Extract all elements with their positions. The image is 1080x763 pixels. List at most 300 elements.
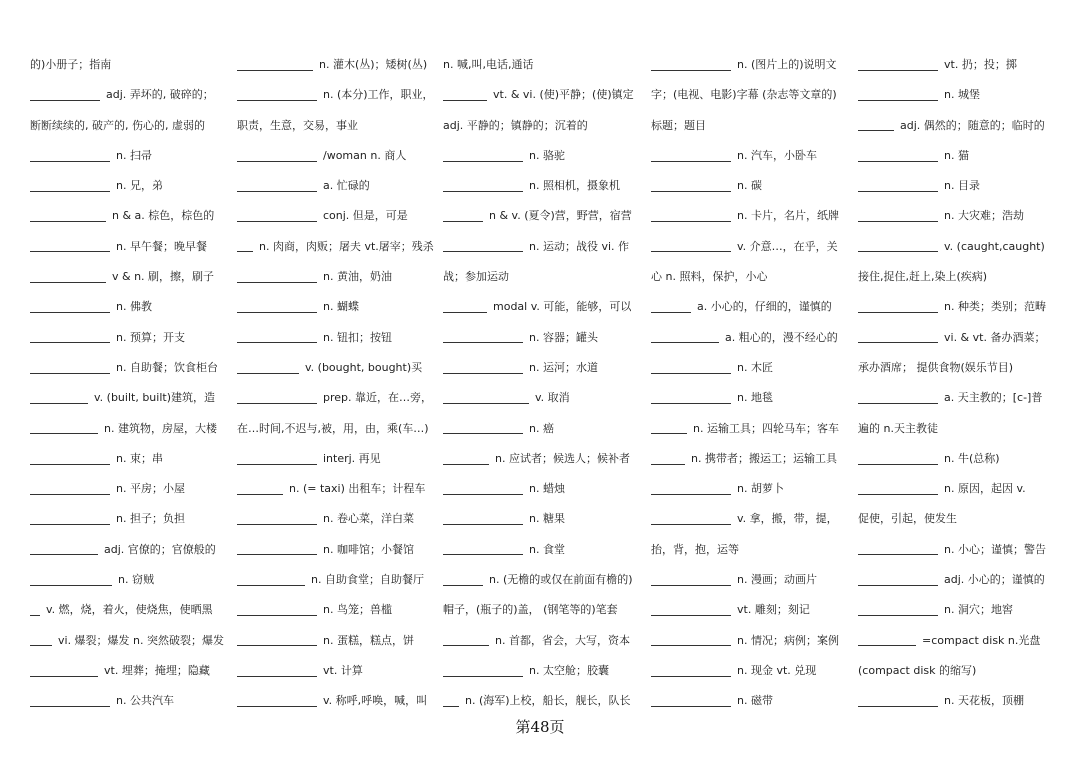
vocab-line	[651, 80, 851, 110]
answer-blank[interactable]	[237, 90, 317, 101]
vocab-line	[30, 444, 230, 474]
answer-blank[interactable]	[237, 211, 317, 222]
answer-blank[interactable]	[30, 635, 52, 646]
answer-blank[interactable]	[651, 393, 731, 404]
answer-blank[interactable]	[237, 363, 299, 374]
answer-blank[interactable]	[237, 605, 317, 616]
vocab-line	[651, 686, 851, 716]
vocab-definition: n. 喊,叫,电话,通话	[443, 58, 534, 71]
answer-blank[interactable]	[443, 666, 523, 677]
answer-blank[interactable]	[651, 605, 731, 616]
vocab-line	[237, 565, 437, 595]
vocab-definition: conj. 但是，可是	[323, 209, 408, 223]
vocab-definition: n & v. (夏令)营，野营，宿营	[489, 209, 632, 223]
vocab-definition: v. (caught,caught)	[944, 239, 1045, 253]
vocab-definition: n. 卡片，名片，纸牌	[737, 209, 839, 223]
vocab-definition: interj. 再见	[323, 451, 381, 465]
answer-blank[interactable]	[237, 544, 317, 555]
vocab-line	[237, 595, 437, 625]
vocab-definition: 字；(电视、电影)字幕 (杂志等文章的)	[651, 88, 837, 102]
answer-blank[interactable]	[30, 514, 110, 525]
vocab-definition: n. 牛(总称)	[944, 451, 1000, 465]
answer-blank[interactable]	[237, 635, 317, 646]
vocab-definition: n. 公共汽车	[116, 694, 174, 708]
answer-blank[interactable]	[858, 454, 938, 465]
answer-blank[interactable]	[651, 696, 731, 707]
answer-blank[interactable]	[651, 151, 731, 162]
vocab-line	[443, 80, 643, 110]
answer-blank[interactable]	[443, 544, 523, 555]
vocab-definition: n. 肉商，肉贩；屠夫 vt.屠宰；残杀	[259, 239, 434, 253]
answer-blank[interactable]	[237, 302, 317, 313]
answer-blank[interactable]	[651, 514, 731, 525]
vocab-definition: n. 种类；类别；范畴	[944, 300, 1046, 314]
answer-blank[interactable]	[30, 454, 110, 465]
vocab-column-2	[237, 50, 437, 717]
vocab-line	[30, 232, 230, 262]
vocab-definition: n. 黄油，奶油	[323, 270, 392, 284]
answer-blank[interactable]	[443, 90, 487, 101]
vocab-definition: 促使，引起，使发生	[858, 512, 957, 526]
vocab-definition: n. 小心；谨慎；警告	[944, 542, 1046, 556]
vocab-line	[443, 111, 643, 141]
answer-blank[interactable]	[443, 332, 523, 343]
vocab-definition: n. 磁带	[737, 694, 773, 708]
vocab-line	[651, 535, 851, 565]
vocab-definition: 接住,捉住,赶上,染上(疾病)	[858, 270, 988, 284]
answer-blank[interactable]	[237, 241, 253, 252]
vocab-line	[30, 80, 230, 110]
vocab-definition: a. 忙碌的	[323, 179, 370, 193]
answer-blank[interactable]	[443, 423, 523, 434]
vocab-definition: n. 携带者；搬运工；运输工具	[691, 451, 837, 465]
vocab-line	[237, 50, 437, 80]
vocab-line	[237, 292, 437, 322]
vocab-line	[237, 141, 437, 171]
vocab-column-4	[651, 50, 851, 717]
vocab-line	[30, 504, 230, 534]
answer-blank[interactable]	[858, 696, 938, 707]
answer-blank[interactable]	[858, 575, 938, 586]
vocab-line	[858, 383, 1058, 413]
answer-blank[interactable]	[30, 544, 98, 555]
vocab-definition: (compact disk 的缩写)	[858, 663, 977, 677]
vocab-line	[30, 262, 230, 292]
vocab-line	[443, 444, 643, 474]
vocab-definition: v. 取消	[535, 391, 570, 405]
vocab-definition: n. 地毯	[737, 391, 773, 405]
vocab-line	[858, 50, 1058, 80]
answer-blank[interactable]	[858, 393, 938, 404]
answer-blank[interactable]	[30, 302, 110, 313]
answer-blank[interactable]	[858, 635, 916, 646]
vocab-definition: a. 小心的，仔细的，谨慎的	[697, 300, 832, 314]
vocab-line	[443, 504, 643, 534]
vocab-line	[237, 201, 437, 231]
vocab-line	[858, 171, 1058, 201]
vocab-line	[858, 474, 1058, 504]
vocab-line	[651, 474, 851, 504]
vocab-line	[30, 595, 230, 625]
vocab-definition: v. (bought, bought)买	[305, 360, 423, 374]
vocab-definition: n. 预算；开支	[116, 330, 185, 344]
answer-blank[interactable]	[443, 575, 483, 586]
vocab-definition: n. 灌木(丛)；矮树(丛)	[319, 58, 428, 71]
vocab-definition: v. 燃，烧，着火，使烧焦，使晒黑	[46, 603, 213, 617]
answer-blank[interactable]	[443, 635, 489, 646]
answer-blank[interactable]	[237, 393, 317, 404]
vocab-line	[858, 504, 1058, 534]
vocab-definition: vt. 计算	[323, 663, 363, 677]
vocab-line	[237, 353, 437, 383]
vocab-line	[443, 50, 643, 80]
vocab-definition: 断断续续的, 破产的, 伤心的, 虚弱的	[30, 118, 205, 132]
vocab-definition: n. 照相机，摄象机	[529, 179, 620, 193]
vocab-line	[858, 626, 1058, 656]
answer-blank[interactable]	[237, 484, 283, 495]
answer-blank[interactable]	[443, 393, 529, 404]
vocab-line	[237, 656, 437, 686]
vocab-definition: n. 运动；战役 vi. 作	[529, 239, 630, 253]
answer-blank[interactable]	[30, 393, 88, 404]
vocab-definition: n. 城堡	[944, 88, 980, 102]
vocab-definition: n. 洞穴；地窖	[944, 603, 1013, 617]
answer-blank[interactable]	[237, 60, 313, 71]
vocab-definition: v. 拿，搬，带，提，	[737, 512, 838, 526]
vocab-definition: n. (图片上的)说明文	[737, 58, 837, 71]
vocab-definition: /woman n. 商人	[323, 148, 407, 162]
vocab-line	[237, 444, 437, 474]
answer-blank[interactable]	[30, 272, 106, 283]
vocab-line	[30, 414, 230, 444]
vocab-definition: n. 佛教	[116, 300, 152, 314]
answer-blank[interactable]	[858, 544, 938, 555]
vocab-definition: adj. 偶然的；随意的；临时的	[900, 118, 1045, 132]
answer-blank[interactable]	[651, 423, 687, 434]
vocab-definition: n. 汽车，小卧车	[737, 148, 817, 162]
answer-blank[interactable]	[443, 181, 523, 192]
answer-blank[interactable]	[651, 635, 731, 646]
answer-blank[interactable]	[651, 575, 731, 586]
vocab-line	[443, 535, 643, 565]
vocab-line	[237, 80, 437, 110]
answer-blank[interactable]	[30, 241, 110, 252]
answer-blank[interactable]	[651, 363, 731, 374]
answer-blank[interactable]	[443, 302, 487, 313]
vocab-line	[651, 656, 851, 686]
vocab-line	[858, 535, 1058, 565]
vocab-line	[858, 111, 1058, 141]
vocab-definition: 战；参加运动	[443, 270, 509, 284]
vocab-definition: adj. 平静的；镇静的；沉着的	[443, 118, 588, 132]
vocab-line	[443, 323, 643, 353]
vocab-definition: 心 n. 照料，保护，小心	[651, 270, 768, 284]
answer-blank[interactable]	[237, 151, 317, 162]
vocab-line	[858, 444, 1058, 474]
vocab-line	[443, 201, 643, 231]
answer-blank[interactable]	[858, 90, 938, 101]
answer-blank[interactable]	[858, 302, 938, 313]
page-number: 第48页	[515, 718, 565, 736]
vocab-line	[443, 292, 643, 322]
vocab-line	[30, 141, 230, 171]
vocab-definition: n. 束；串	[116, 451, 163, 465]
vocab-definition: 职责，生意，交易，事业	[237, 118, 358, 132]
vocab-line	[30, 656, 230, 686]
answer-blank[interactable]	[30, 666, 98, 677]
answer-blank[interactable]	[858, 181, 938, 192]
vocab-line	[651, 626, 851, 656]
vocab-line	[858, 656, 1058, 686]
vocab-line	[30, 535, 230, 565]
vocab-line	[651, 504, 851, 534]
answer-blank[interactable]	[30, 363, 110, 374]
vocab-definition: n. 大灾难；浩劫	[944, 209, 1024, 223]
answer-blank[interactable]	[30, 181, 110, 192]
vocab-line	[237, 535, 437, 565]
vocab-line	[651, 565, 851, 595]
answer-blank[interactable]	[237, 575, 305, 586]
vocab-line	[237, 626, 437, 656]
vocab-line	[651, 292, 851, 322]
vocab-line	[30, 201, 230, 231]
answer-blank[interactable]	[651, 241, 731, 252]
vocab-definition: n. 骆驼	[529, 148, 565, 162]
vocab-column-1	[30, 50, 230, 717]
vocab-definition: n. 运河；水道	[529, 360, 598, 374]
answer-blank[interactable]	[651, 454, 685, 465]
vocab-definition: 抬，背，抱，运等	[651, 542, 739, 556]
answer-blank[interactable]	[237, 666, 317, 677]
answer-blank[interactable]	[443, 514, 523, 525]
vocab-definition: n. 卷心菜，洋白菜	[323, 512, 414, 526]
vocab-line	[858, 141, 1058, 171]
vocab-line	[651, 323, 851, 353]
vocab-definition: 在…时间,不迟与,被，用，由，乘(车…)	[237, 421, 429, 435]
vocab-line	[858, 414, 1058, 444]
vocab-line	[30, 686, 230, 716]
vocab-definition: 的)小册子；指南	[30, 58, 112, 71]
answer-blank[interactable]	[30, 575, 112, 586]
vocab-definition: v. (built, built)建筑，造	[94, 391, 215, 405]
vocab-line	[443, 141, 643, 171]
vocab-line	[30, 565, 230, 595]
answer-blank[interactable]	[443, 696, 459, 707]
vocab-definition: n. 漫画；动画片	[737, 573, 817, 587]
vocab-definition: n. 蝴蝶	[323, 300, 359, 314]
answer-blank[interactable]	[443, 363, 523, 374]
vocab-line	[651, 353, 851, 383]
vocab-line	[443, 686, 643, 716]
vocab-definition: n. 建筑物，房屋，大楼	[104, 421, 217, 435]
vocab-line	[30, 171, 230, 201]
vocab-definition: 遍的 n.天主教徒	[858, 421, 938, 435]
vocab-line	[443, 262, 643, 292]
answer-blank[interactable]	[237, 454, 317, 465]
answer-blank[interactable]	[651, 302, 691, 313]
vocab-definition: n. 太空舱；胶囊	[529, 663, 609, 677]
answer-blank[interactable]	[30, 151, 110, 162]
vocab-definition: n. 情况；病例；案例	[737, 633, 839, 647]
answer-blank[interactable]	[237, 181, 317, 192]
answer-blank[interactable]	[30, 211, 106, 222]
vocab-line	[443, 414, 643, 444]
vocab-definition: n. 自助餐；饮食柜台	[116, 360, 218, 374]
vocab-line	[651, 111, 851, 141]
answer-blank[interactable]	[443, 211, 483, 222]
vocab-definition: n. (= taxi) 出租车；计程车	[289, 482, 426, 496]
answer-blank[interactable]	[858, 211, 938, 222]
vocab-definition: n. 胡萝卜	[737, 482, 784, 496]
vocab-definition: n. 运输工具；四轮马车；客车	[693, 421, 839, 435]
vocab-definition: n. 鸟笼；兽槛	[323, 603, 392, 617]
answer-blank[interactable]	[651, 211, 731, 222]
vocab-line	[651, 595, 851, 625]
vocab-definition: vt. & vi. (使)平静；(使)镇定	[493, 88, 634, 102]
answer-blank[interactable]	[237, 272, 317, 283]
vocab-line	[651, 141, 851, 171]
answer-blank[interactable]	[443, 484, 523, 495]
vocab-definition: n. 食堂	[529, 542, 565, 556]
answer-blank[interactable]	[858, 332, 938, 343]
answer-blank[interactable]	[443, 454, 489, 465]
vocab-line	[30, 292, 230, 322]
vocab-line	[30, 626, 230, 656]
vocab-line	[651, 50, 851, 80]
answer-blank[interactable]	[30, 90, 100, 101]
answer-blank[interactable]	[651, 484, 731, 495]
vocab-line	[443, 383, 643, 413]
vocab-line	[237, 686, 437, 716]
answer-blank[interactable]	[651, 181, 731, 192]
answer-blank[interactable]	[443, 151, 523, 162]
vocab-line	[30, 474, 230, 504]
vocab-line	[237, 323, 437, 353]
answer-blank[interactable]	[30, 605, 40, 616]
vocab-line	[237, 171, 437, 201]
answer-blank[interactable]	[237, 332, 317, 343]
vocab-definition: n. 木匠	[737, 360, 773, 374]
vocab-column-3	[443, 50, 643, 717]
vocab-line	[651, 232, 851, 262]
vocab-line	[858, 686, 1058, 716]
answer-blank[interactable]	[858, 120, 894, 131]
vocab-definition: v & n. 刷，擦，刷子	[112, 270, 215, 284]
vocab-line	[30, 383, 230, 413]
vocab-definition: n. 目录	[944, 179, 980, 193]
vocab-definition: n & a. 棕色，棕色的	[112, 209, 215, 223]
vocab-line	[30, 323, 230, 353]
vocab-line	[30, 353, 230, 383]
vocab-line	[858, 232, 1058, 262]
vocab-definition: n. 碳	[737, 179, 762, 193]
vocab-line	[651, 444, 851, 474]
answer-blank[interactable]	[30, 423, 98, 434]
vocab-line	[443, 626, 643, 656]
vocab-definition: 标题；题目	[651, 118, 706, 132]
vocab-line	[858, 80, 1058, 110]
vocab-definition: v. 称呼,呼唤，喊，叫	[323, 694, 428, 708]
answer-blank[interactable]	[858, 151, 938, 162]
vocab-line	[30, 111, 230, 141]
answer-blank[interactable]	[651, 666, 731, 677]
vocab-definition: vt. 扔；投；掷	[944, 58, 1017, 71]
answer-blank[interactable]	[443, 241, 523, 252]
vocab-definition: n. 猫	[944, 148, 969, 162]
vocab-definition: n. 自助食堂；自助餐厅	[311, 573, 424, 587]
vocab-line	[651, 201, 851, 231]
vocab-definition: vi. & vt. 备办酒菜；	[944, 330, 1046, 344]
vocab-definition: modal v. 可能，能够，可以	[493, 300, 632, 314]
vocab-line	[443, 565, 643, 595]
vocab-definition: n. 蜡烛	[529, 482, 565, 496]
answer-blank[interactable]	[237, 514, 317, 525]
vocab-line	[443, 353, 643, 383]
answer-blank[interactable]	[651, 332, 719, 343]
vocab-column-5	[858, 50, 1058, 717]
vocab-definition: vt. 埋葬；掩埋；隐藏	[104, 663, 210, 677]
vocab-line	[443, 656, 643, 686]
vocab-line	[858, 353, 1058, 383]
answer-blank[interactable]	[30, 696, 110, 707]
vocab-line	[858, 292, 1058, 322]
vocab-definition: prep. 靠近，在…旁，	[323, 391, 433, 405]
vocab-line	[651, 171, 851, 201]
vocab-line	[858, 565, 1058, 595]
answer-blank[interactable]	[858, 605, 938, 616]
vocab-line	[237, 414, 437, 444]
vocab-definition: n. 首都，省会，大写，资本	[495, 633, 630, 647]
answer-blank[interactable]	[30, 484, 110, 495]
vocab-definition: n. 应试者；候选人；候补者	[495, 451, 630, 465]
vocab-definition: adj. 官僚的；官僚般的	[104, 542, 216, 556]
vocab-line	[651, 414, 851, 444]
vocab-line	[443, 171, 643, 201]
vocab-definition: adj. 弄坏的, 破碎的；	[106, 88, 214, 102]
answer-blank[interactable]	[858, 484, 938, 495]
vocab-definition: vt. 雕刻；刻记	[737, 603, 810, 617]
vocab-line	[237, 383, 437, 413]
vocab-definition: 帽子，(瓶子的)盖， (钢笔等的)笔套	[443, 603, 618, 617]
answer-blank[interactable]	[237, 696, 317, 707]
vocab-definition: n. 原因，起因 v.	[944, 482, 1026, 496]
vocab-definition: =compact disk n.光盘	[922, 633, 1041, 647]
vocab-definition: n. 现金 vt. 兑现	[737, 663, 817, 677]
vocab-line	[443, 595, 643, 625]
answer-blank[interactable]	[858, 60, 938, 71]
vocab-line	[30, 50, 230, 80]
vocab-line	[858, 262, 1058, 292]
vocab-definition: n. 担子；负担	[116, 512, 185, 526]
vocab-line	[237, 262, 437, 292]
vocab-definition: adj. 小心的；谨慎的	[944, 573, 1045, 587]
vocab-definition: n. 窃贼	[118, 573, 154, 587]
vocab-definition: n. 兄，弟	[116, 179, 163, 193]
vocab-line	[858, 595, 1058, 625]
vocab-definition: vi. 爆裂；爆发 n. 突然破裂；爆发	[58, 633, 225, 647]
vocab-line	[237, 111, 437, 141]
vocab-definition: n. 平房；小屋	[116, 482, 185, 496]
answer-blank[interactable]	[651, 60, 731, 71]
vocab-line	[237, 504, 437, 534]
vocab-definition: n. 天花板，顶棚	[944, 694, 1024, 708]
vocab-definition: 承办酒席； 提供食物(娱乐节目)	[858, 360, 1014, 374]
vocab-definition: n. 容器；罐头	[529, 330, 598, 344]
vocab-definition: n. 扫帚	[116, 148, 152, 162]
answer-blank[interactable]	[858, 241, 938, 252]
vocab-definition: a. 天主教的；[c-]普	[944, 391, 1043, 405]
answer-blank[interactable]	[30, 332, 110, 343]
